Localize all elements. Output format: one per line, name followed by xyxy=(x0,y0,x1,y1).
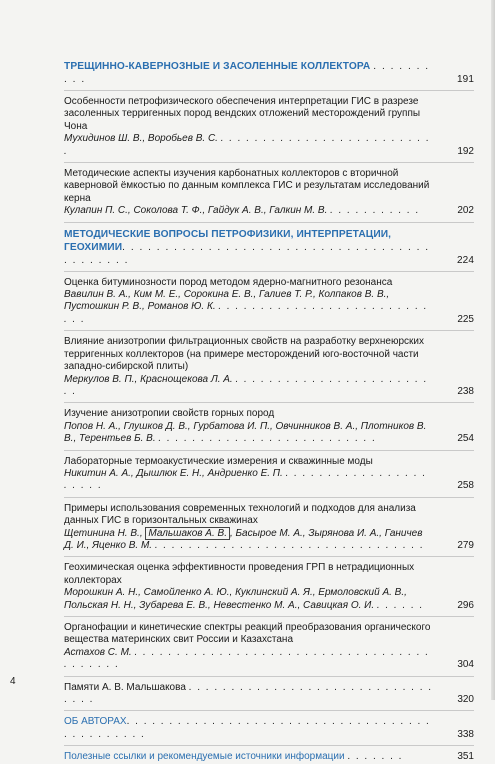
entry-title: Геохимическая оценка эффективности проведения ГРП в нетрадиционных коллекторах xyxy=(64,562,415,586)
toc-entry xyxy=(64,168,474,218)
divider xyxy=(64,450,474,451)
entry-title: Особенности петрофизического обеспечения интерпретации ГИС в разрезе засоленных терригенных пород вендских отложений месторождений группы Чона xyxy=(64,96,421,132)
toc-entry xyxy=(64,562,474,612)
section-heading xyxy=(64,60,474,86)
leader-dots: . . . . . . xyxy=(376,599,424,611)
authors-text: Щетинина Н. В., xyxy=(64,527,146,539)
toc-entry xyxy=(64,503,474,553)
page-ref: 304 xyxy=(457,659,474,671)
entry-title: Оценка битуминозности пород методом ядерно-магнитного резонанса xyxy=(64,276,393,288)
entry-title: Примеры использования современных технологий и подходов для анализа данных ГИС в горизонтальных скважинах xyxy=(64,502,416,527)
section-heading xyxy=(64,228,474,267)
page-ref: 279 xyxy=(457,539,474,551)
leader-dots: . . . . . . . . . . . . . . . . . . . . . . xyxy=(64,467,427,492)
section-title-end: ГЕОХИМИИ xyxy=(64,241,123,253)
entry-authors xyxy=(64,647,474,672)
authors-text: Морошкин А. Н., Самойленко А. Ю., Куклинский А. Я., Ермоловский А. В., Польская Н. Н., Зубарева Е. В., Невестенко М. А., Савицкая О. И. xyxy=(64,587,407,611)
page-ref: 224 xyxy=(457,254,474,266)
entry-authors xyxy=(64,374,474,399)
leader-dots: . . . . . . . . . . . . . . . . . . . . . . . . . . xyxy=(64,133,431,157)
toc-entry xyxy=(64,408,474,445)
page-ref: 191 xyxy=(457,74,474,85)
leader-dots: . . . . . . . . . . . xyxy=(330,205,421,217)
entry-authors xyxy=(64,205,474,217)
leader-dots: . . . . . . . . . . . . . . . . . . . . . . . . . . xyxy=(158,433,377,445)
links-entry xyxy=(64,751,474,763)
divider xyxy=(64,710,474,711)
leader-dots: . . . . . . . . . . . . . . . . . . . . . . . . . . . . . . . . . . . . . . . . . . . . xyxy=(64,241,430,266)
entry-title: Лабораторные термоакустические измерения и скважинные моды xyxy=(64,455,373,467)
section-title: ТРЕЩИННО-КАВЕРНОЗНЫЕ И ЗАСОЛЕННЫЕ КОЛЛЕКТОРА xyxy=(64,61,371,72)
entry-authors xyxy=(64,289,474,326)
divider xyxy=(64,556,474,557)
leader-dots: . . . . . . . . . . . . . . . . . . . . . . . . . . . . . . . . . . . . . . . . . . xyxy=(64,646,430,671)
page-ref: 254 xyxy=(457,433,474,445)
entry-authors xyxy=(64,468,474,493)
entry-title: Методические аспекты изучения карбонатных коллекторов с вторичной каверновой ёмкостью по данным комплекса ГИС и результатам исследований керна xyxy=(64,168,430,204)
divider xyxy=(64,271,474,272)
divider xyxy=(64,162,474,163)
toc-entry xyxy=(64,277,474,327)
section-title-line: МЕТОДИЧЕСКИЕ ВОПРОСЫ ПЕТРОФИЗИКИ, ИНТЕРПРЕТАЦИИ, xyxy=(64,228,392,240)
entry-title: Органофации и кинетические спектры реакций преобразования органического вещества материнских свит России и Казахстана xyxy=(64,622,431,646)
authors-text: Кулапин П. С., Соколова Т. Ф., Гайдук А. В., Галкин М. В. xyxy=(64,205,331,217)
entry-title: Влияние анизотропии фильтрационных свойств на разработку верхнеюрских терригенных коллекторов (на примере месторождений юго-восточной части западно-сибирской плиты) xyxy=(64,336,425,373)
page-ref: 238 xyxy=(457,385,474,397)
page-ref: 258 xyxy=(457,480,474,492)
toc-entry xyxy=(64,622,474,672)
divider xyxy=(64,745,474,746)
table-of-contents xyxy=(64,60,474,764)
entry-authors xyxy=(64,587,474,612)
leader-dots: . . . . . . . . . . . . . . . . . . . . . . . . . . . . . . . . xyxy=(154,539,425,551)
toc-entry xyxy=(64,456,474,493)
page-ref: 296 xyxy=(457,599,474,611)
authors-text: Мухидинов Ш. В., Воробьев В. С. xyxy=(64,133,221,145)
divider xyxy=(64,497,474,498)
divider xyxy=(64,402,474,403)
divider xyxy=(64,222,474,223)
divider xyxy=(64,616,474,617)
page-number: 4 xyxy=(10,676,16,687)
leader-dots: . . . . . . . . . . xyxy=(64,61,430,85)
authors-text: Никитин А. А., Дышлюк Е. Н., Андриенко Е. П. xyxy=(64,467,286,479)
entry-authors xyxy=(64,421,474,446)
page-ref: 192 xyxy=(457,145,474,157)
highlighted-author: Мальшаков А. В. xyxy=(145,527,230,540)
divider xyxy=(64,90,474,91)
page-edge xyxy=(491,0,495,700)
leader-dots: . . . . . . . xyxy=(347,751,403,763)
page-ref: 351 xyxy=(457,751,474,763)
about-label: ОБ АВТОРАХ xyxy=(64,716,127,728)
links-label: Полезные ссылки и рекомендуемые источники информации xyxy=(64,751,348,763)
section-title-line xyxy=(64,241,434,267)
leader-dots: . . . . . . . . . . . . . . . . . . . . . . . . . . . . . . . . . . . . . . . . . . . . . . xyxy=(64,716,431,740)
leader-dots: . . . . . . . . . . . . . . . . . . . . . . . . . . . . . . . . . xyxy=(64,681,433,706)
authors-text: , Басырое М. А., Зырянова И. А., Ганичев Д. И., Яценко В. М. xyxy=(64,527,423,551)
page-ref: 225 xyxy=(457,313,474,325)
divider xyxy=(64,330,474,331)
toc-entry xyxy=(64,336,474,398)
authors-text: Меркулов В. П., Краснощекова Л. А. xyxy=(64,373,236,385)
entry-title: Изучение анизотропии свойств горных пород xyxy=(64,408,275,420)
divider xyxy=(64,676,474,677)
authors-text: Астахов С. М. xyxy=(64,646,135,658)
memorial-label: Памяти А. В. Мальшакова xyxy=(64,681,189,693)
leader-dots: . . . . . . . . . . . . . . . . . . . . . . . . . xyxy=(64,373,429,397)
memorial-entry xyxy=(64,682,474,707)
entry-authors xyxy=(64,133,474,158)
toc-entry xyxy=(64,96,474,158)
page-ref: 320 xyxy=(457,694,474,706)
authors-text: Попов Н. А., Глушков Д. В., Гурбатова И. П., Овчинников В. А., Плотников В. В., Терентьев Б. В. xyxy=(64,420,427,445)
page-ref: 338 xyxy=(457,728,474,740)
page-ref: 202 xyxy=(457,205,474,217)
about-authors-entry xyxy=(64,716,474,741)
entry-authors xyxy=(64,528,474,553)
leader-dots: . . . . . . . . . . . . . . . . . . . . . . . . . . . . xyxy=(64,301,429,325)
authors-text: Вавилин В. А., Ким М. Е., Сорокина Е. В., Галиев Т. Р., Колпаков В. В., Пустошкин Р. В., Романов Ю. К. xyxy=(64,289,390,313)
